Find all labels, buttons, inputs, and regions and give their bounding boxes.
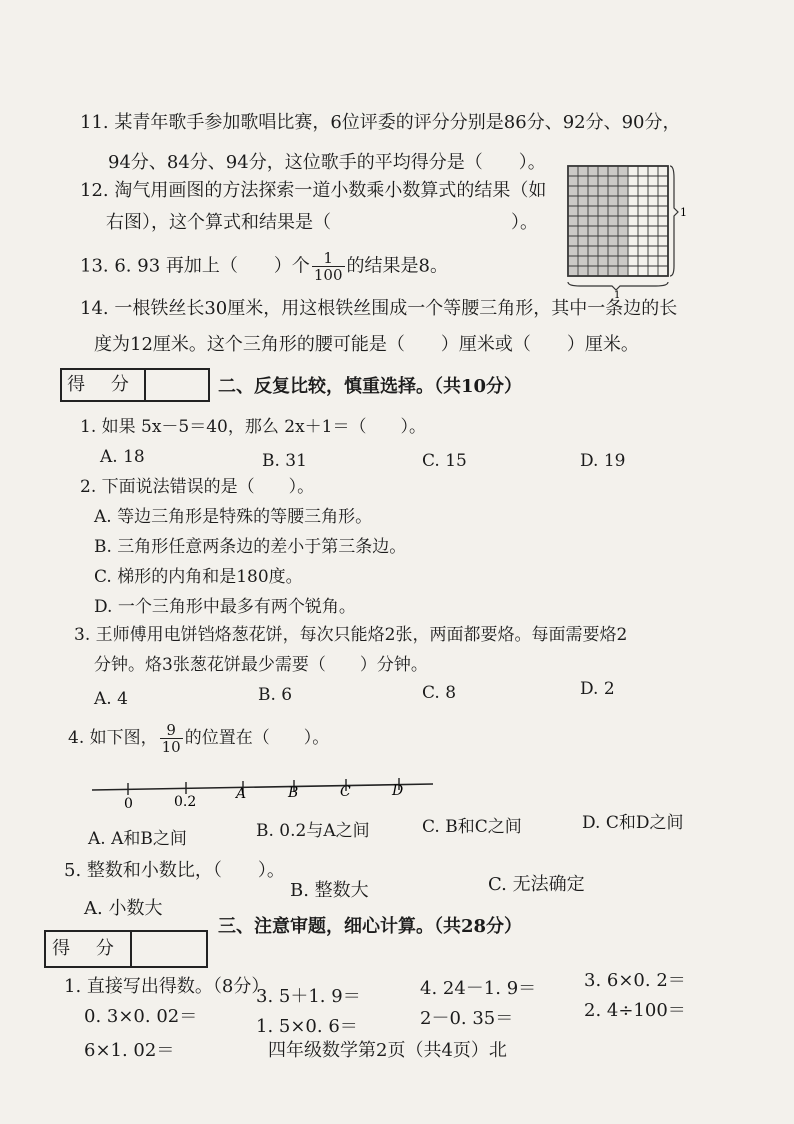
p2-q5-option-b: B. 整数大 (290, 880, 369, 901)
q13 (80, 250, 448, 283)
p2-q1: 1. 如果 5x－5＝40，那么 2x＋1＝（ ）。 (80, 417, 427, 437)
p2-q4-option-c: C. B和C之间 (422, 817, 522, 837)
numberline-label-0: 0 (124, 796, 133, 810)
p2-q4-numerator: 9 (160, 722, 183, 739)
part3-heading: 三、注意审题，细心计算。（共28分） (218, 916, 523, 937)
score-label: 得 分 (62, 370, 146, 400)
p2-q2-option-b: B. 三角形任意两条边的差小于第三条边。 (94, 537, 407, 557)
p2-q5: 5. 整数和小数比，（ ）。 (64, 860, 285, 881)
q11-line2: 94分、84分、94分，这位歌手的平均得分是（ ）。 (108, 152, 546, 173)
p2-q4-option-d: D. C和D之间 (582, 813, 684, 833)
calc-item: 0. 3×0. 02＝ (84, 1006, 198, 1027)
q12-line1: 12. 淘气用画图的方法探索一道小数乘小数算式的结果（如 (80, 180, 547, 201)
q11-line1: 11. 某青年歌手参加歌唱比赛，6位评委的评分分别是86分、92分、90分， (80, 112, 681, 133)
score-label: 得 分 (46, 932, 132, 966)
p2-q4-option-a: A. A和B之间 (88, 829, 187, 849)
p2-q3-option-d: D. 2 (580, 679, 615, 699)
p2-q5-option-a: A. 小数大 (84, 898, 163, 919)
score-box-part3 (44, 930, 208, 968)
score-box-part2 (60, 368, 210, 402)
part2-heading: 二、反复比较，慎重选择。（共10分） (218, 376, 523, 397)
p3-q1: 1. 直接写出得数。（8分） (64, 976, 270, 997)
p2-q2-option-c: C. 梯形的内角和是180度。 (94, 567, 303, 587)
calc-item: 2. 4÷100＝ (584, 1000, 686, 1021)
q13-denominator: 100 (313, 266, 343, 284)
calc-item: 1. 5×0. 6＝ (256, 1016, 358, 1037)
p2-q4 (68, 722, 329, 755)
p2-q4-post: 的位置在（ ）。 (184, 728, 330, 748)
numberline-label-a: A (236, 786, 247, 802)
p2-q4-pre: 4. 如下图， (68, 728, 158, 748)
calc-item: 4. 24－1. 9＝ (420, 978, 537, 999)
p2-q3-line2: 分钟。烙3张葱花饼最少需要（ ）分钟。 (94, 655, 428, 675)
calc-item: 3. 6×0. 2＝ (584, 970, 686, 991)
grid-side-label: 1 (680, 206, 687, 219)
q13-post: 的结果是8。 (346, 255, 448, 277)
p2-q2-option-d: D. 一个三角形中最多有两个锐角。 (94, 597, 356, 617)
q14-line1: 14. 一根铁丝长30厘米，用这根铁丝围成一个等腰三角形，其中一条边的长 (80, 298, 678, 319)
grid-bottom-label: 1 (614, 290, 621, 298)
calc-item: 3. 5＋1. 9＝ (256, 986, 361, 1007)
p2-q3-option-b: B. 6 (258, 685, 293, 705)
p2-q1-option-c: C. 15 (422, 451, 467, 471)
number-line (88, 770, 438, 810)
p2-q1-option-b: B. 31 (262, 451, 307, 471)
decimal-grid-figure (560, 158, 690, 298)
q12-line2: 右图），这个算式和结果是（ ）。 (106, 212, 538, 233)
p2-q3-option-c: C. 8 (422, 683, 457, 703)
numberline-label-d: D (392, 783, 404, 799)
p2-q4-denominator: 10 (161, 738, 181, 756)
p2-q5-option-c: C. 无法确定 (488, 874, 585, 895)
p2-q1-option-a: A. 18 (100, 447, 145, 467)
p2-q2: 2. 下面说法错误的是（ ）。 (80, 477, 315, 497)
q13-numerator: 1 (312, 250, 345, 267)
p2-q4-fraction (160, 722, 183, 755)
p2-q4-option-b: B. 0.2与A之间 (256, 821, 370, 841)
p2-q2-option-a: A. 等边三角形是特殊的等腰三角形。 (94, 507, 373, 527)
q14-line2: 度为12厘米。这个三角形的腰可能是（ ）厘米或（ ）厘米。 (94, 334, 639, 355)
calc-item: 2－0. 35＝ (420, 1008, 514, 1029)
q13-pre: 13. 6. 93 再加上（ ）个 (80, 255, 310, 277)
numberline-label-0-2: 0.2 (174, 794, 197, 810)
p2-q3-line1: 3. 王师傅用电饼铛烙葱花饼，每次只能烙2张，两面都要烙。每面需要烙2 (74, 625, 628, 645)
q13-fraction (312, 250, 345, 283)
calc-item: 6×1. 02＝ (84, 1040, 175, 1061)
p2-q3-option-a: A. 4 (94, 689, 128, 709)
numberline-label-c: C (340, 784, 351, 800)
numberline-label-b: B (288, 785, 299, 801)
page-footer: 四年级数学第2页（共4页）北 (268, 1040, 507, 1061)
p2-q1-option-d: D. 19 (580, 451, 626, 471)
